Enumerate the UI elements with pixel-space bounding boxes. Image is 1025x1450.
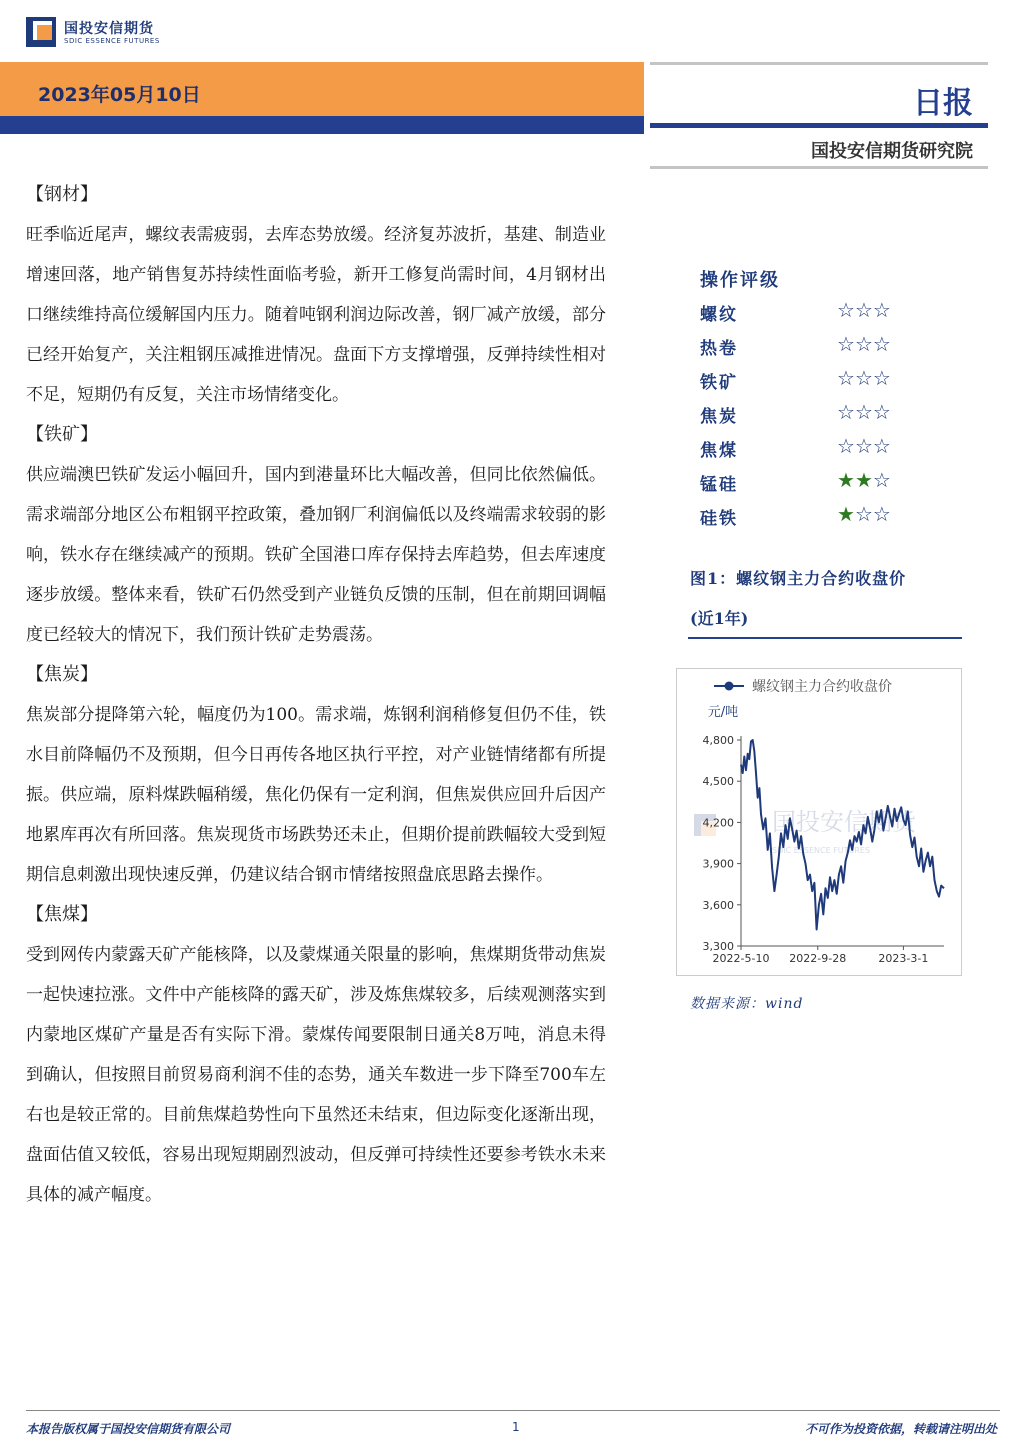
star-empty-icon: ☆ xyxy=(854,366,873,390)
header-divider-top xyxy=(650,62,988,65)
section-body: 供应端澳巴铁矿发运小幅回升，国内到港量环比大幅改善，但同比依然偏低。需求端部分地区公布粗钢平控政策，叠加钢厂利润偏低以及终端需求较弱的影响，铁水存在继续减产的预期。铁矿全国港口库存保持去库趋势，但去库速度逐步放缓。整体来看，铁矿石仍然受到产业链负反馈的压制，但在前期回调幅度已经较大的情况下，我们预计铁矿走势震荡。 xyxy=(26,465,606,645)
star-empty-icon: ☆ xyxy=(854,332,873,356)
section-body: 焦炭部分提降第六轮，幅度仍为100。需求端，炼钢利润稍修复但仍不佳，铁水目前降幅仍不及预期，但今日再传各地区执行平控，对产业链情绪都有所提振。供应端，原料煤跌幅稍缓，焦化仍保有一定利润，但焦炭供应回升后因产地累库再次有所回落。焦炭现货市场跌势还未止，但期价提前跌幅较大受到短期信息刺激出现快速反弹，仍建议结合钢市情绪按照盘底思路去操作。 xyxy=(26,705,606,885)
rating-stars xyxy=(837,400,891,424)
section-title: 【铁矿】 xyxy=(26,424,98,445)
section-steel xyxy=(26,175,606,415)
star-empty-icon: ☆ xyxy=(837,434,855,458)
section-body: 旺季临近尾声，螺纹表需疲弱，去库态势放缓。经济复苏波折，基建、制造业增速回落，地产销售复苏持续性面临考验，新开工修复尚需时间，4月钢材出口继续维持高位缓解国内压力。随着吨钢利润边际改善，钢厂减产放缓，部分已经开始复产，关注粗钢压减推进情况。盘面下方支撑增强，反弹持续性相对不足，短期仍有反复，关注市场情绪变化。 xyxy=(26,225,606,405)
star-empty-icon: ☆ xyxy=(854,502,873,526)
rebar-price-chart xyxy=(676,668,962,978)
y-tick-label: 4,800 xyxy=(702,734,734,747)
rating-row xyxy=(700,432,960,466)
x-tick-label: 2022-9-28 xyxy=(789,952,847,965)
watermark-text-cn: 国投安信期货 xyxy=(772,808,916,836)
star-filled-icon: ★ xyxy=(854,468,873,492)
rating-row xyxy=(700,296,960,330)
institute-name: 国投安信期货研究院 xyxy=(811,141,973,162)
rating-stars xyxy=(837,468,891,492)
star-empty-icon: ☆ xyxy=(837,298,855,322)
section-title: 【焦炭】 xyxy=(26,664,98,685)
y-tick-label: 4,200 xyxy=(702,816,734,830)
section-body: 受到网传内蒙露天矿产能核降，以及蒙煤通关限量的影响，焦煤期货带动焦炭一起快速拉涨。文件中产能核降的露天矿，涉及炼焦煤较多，后续观测落实到内蒙地区煤矿产量是否有实际下滑。蒙煤传闻要限制日通关8万吨，消息未得到确认，但按照目前贸易商利润不佳的态势，通关车数进一步下降至700车左右也是较正常的。目前焦煤趋势性向下虽然还未结束，但边际变化逐渐出现，盘面估值又较低，容易出现短期剧烈波动，但反弹可持续性还要参考铁水未来具体的减产幅度。 xyxy=(26,945,606,1205)
figure-title: 图1：螺纹钢主力合约收盘价 xyxy=(690,569,907,588)
star-empty-icon: ☆ xyxy=(854,434,873,458)
rating-stars xyxy=(837,434,891,458)
rating-stars xyxy=(837,366,891,390)
star-empty-icon: ☆ xyxy=(854,298,873,322)
star-empty-icon: ☆ xyxy=(872,468,891,492)
y-tick-label: 3,300 xyxy=(702,940,734,953)
section-title: 【焦煤】 xyxy=(26,904,98,925)
y-tick-label: 3,600 xyxy=(702,898,734,912)
legend-label: 螺纹钢主力合约收盘价 xyxy=(752,679,892,695)
logo-name-en: SDIC ESSENCE FUTURES xyxy=(64,37,160,45)
footer-divider xyxy=(26,1410,1000,1411)
logo-name-cn: 国投安信期货 xyxy=(64,21,154,37)
report-date: 2023年05月10日 xyxy=(38,84,201,106)
x-tick-label: 2022-5-10 xyxy=(712,952,770,965)
section-coking-coal xyxy=(26,895,606,1215)
rating-commodity: 焦煤 xyxy=(700,441,738,461)
section-iron-ore xyxy=(26,415,606,655)
star-empty-icon: ☆ xyxy=(872,434,891,458)
rating-row xyxy=(700,398,960,432)
figure-divider xyxy=(688,637,962,639)
rating-stars xyxy=(837,298,891,322)
y-axis-label: 元/吨 xyxy=(707,705,739,720)
rating-commodity: 焦炭 xyxy=(700,407,738,427)
star-empty-icon: ☆ xyxy=(837,366,855,390)
star-filled-icon: ★ xyxy=(837,468,855,492)
company-logo-icon xyxy=(26,17,56,47)
section-title: 【钢材】 xyxy=(26,184,98,205)
rating-commodity: 铁矿 xyxy=(700,373,738,393)
x-tick-label: 2023-3-1 xyxy=(878,952,929,965)
rating-stars xyxy=(837,332,891,356)
disclaimer: 不可作为投资依据，转载请注明出处 xyxy=(804,1422,997,1436)
rating-commodity: 硅铁 xyxy=(700,509,738,529)
report-type: 日报 xyxy=(913,86,973,121)
star-empty-icon: ☆ xyxy=(872,400,891,424)
rating-title: 操作评级 xyxy=(700,270,780,291)
y-tick-label: 4,500 xyxy=(702,775,734,789)
page-number: 1 xyxy=(512,1420,520,1434)
rating-row xyxy=(700,364,960,398)
section-coke xyxy=(26,655,606,895)
star-empty-icon: ☆ xyxy=(872,332,891,356)
rating-row xyxy=(700,466,960,500)
legend-marker-icon xyxy=(725,682,734,691)
star-empty-icon: ☆ xyxy=(837,400,855,424)
figure-subtitle: (近1年) xyxy=(690,609,749,628)
header-blue-band xyxy=(0,116,644,134)
rating-commodity: 热卷 xyxy=(700,339,738,359)
star-empty-icon: ☆ xyxy=(872,298,891,322)
star-filled-icon: ★ xyxy=(837,502,855,526)
watermark-text-en: SDIC ESSENCE FUTURES xyxy=(772,846,871,855)
y-tick-label: 3,900 xyxy=(702,857,734,871)
rating-row xyxy=(700,500,960,534)
header-divider-bottom xyxy=(650,166,988,169)
star-empty-icon: ☆ xyxy=(837,332,855,356)
star-empty-icon: ☆ xyxy=(872,502,891,526)
header-divider-blue xyxy=(650,123,988,128)
rating-row xyxy=(700,330,960,364)
rating-commodity: 螺纹 xyxy=(700,305,738,325)
rating-commodity: 锰硅 xyxy=(700,475,738,495)
commentary-column xyxy=(26,175,606,1215)
data-source: 数据来源：wind xyxy=(690,996,804,1012)
copyright-notice: 本报告版权属于国投安信期货有限公司 xyxy=(26,1422,231,1436)
star-empty-icon: ☆ xyxy=(872,366,891,390)
rating-stars xyxy=(837,502,891,526)
star-empty-icon: ☆ xyxy=(854,400,873,424)
